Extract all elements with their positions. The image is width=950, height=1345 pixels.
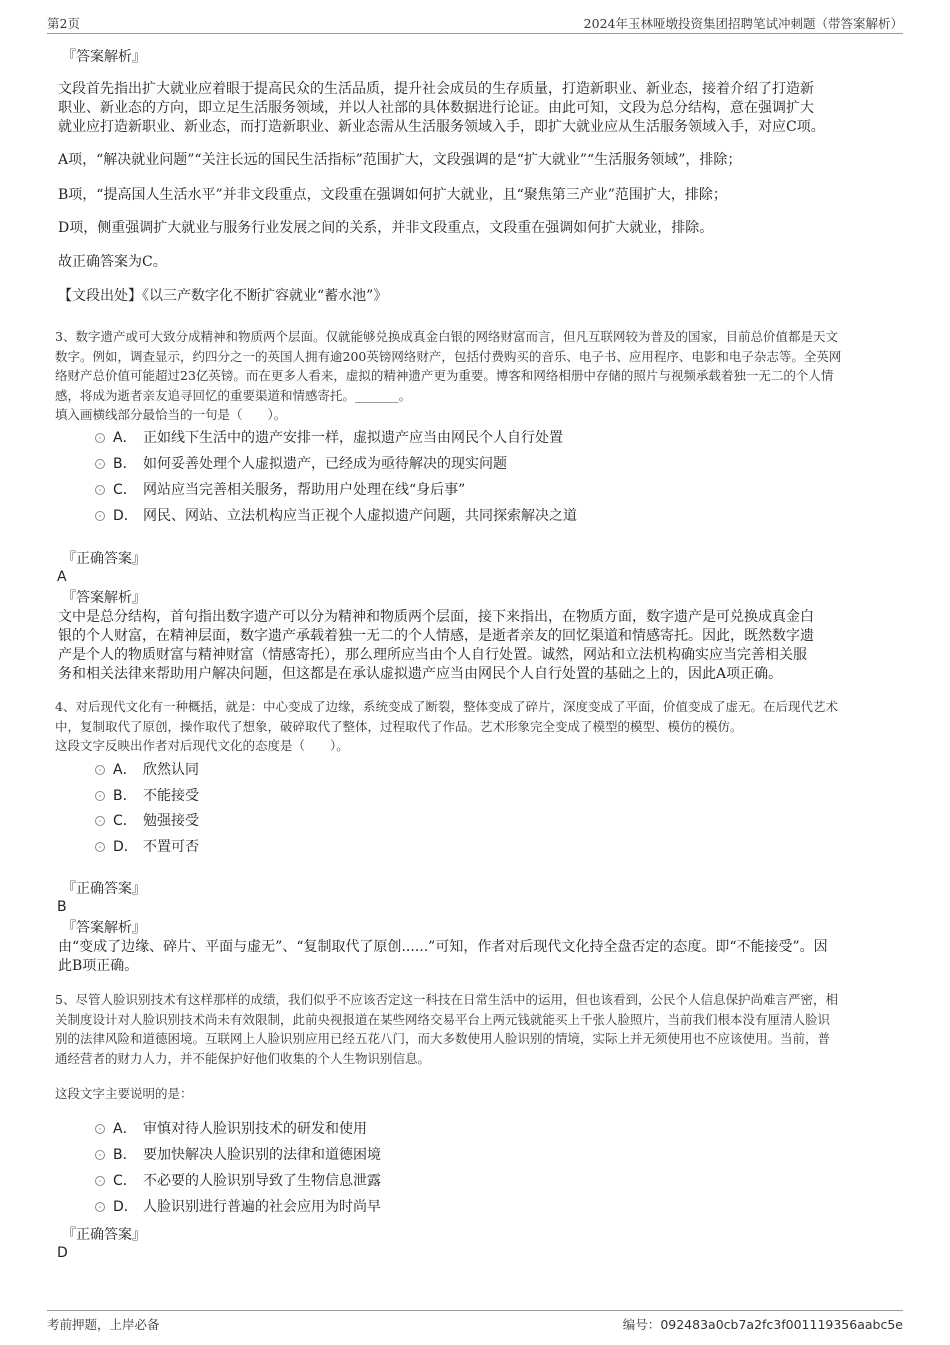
document-code: 编号：092483a0cb7a2fc3f001119356aabc5e [622,1317,903,1332]
q4-option-d[interactable]: D． 不置可否 [95,837,199,857]
q4-option-b[interactable]: B． 不能接受 [95,786,199,806]
q3-option-d[interactable]: D． 网民、网站、立法机构应当正视个人虚拟遗产问题，共同探索解决之道 [95,506,577,526]
radio-icon[interactable] [95,459,105,469]
page-footer [47,1310,903,1334]
q5-option-a[interactable]: A． 审慎对待人脸识别技术的研发和使用 [95,1119,367,1139]
radio-icon[interactable] [95,1176,105,1186]
q3-analysis-line: 银的个人财富，在精神层面，数字遗产承载着独一无二的个人情感，是逝者亲友的回忆渠道和情感寄托。因此，既然数字遗 [58,628,814,644]
page-header [47,12,903,34]
footer-slogan: 考前押题，上岸必备 [47,1317,160,1332]
radio-icon[interactable] [95,842,105,852]
q5-option-c[interactable]: C． 不必要的人脸识别导致了生物信息泄露 [95,1171,381,1191]
q3-stem-line: 3、数字遗产或可大致分成精神和物质两个层面。仅就能够兑换成真金白银的网络财富而言，但凡互联网较为普及的国家，目前总价值都是天文 [55,329,838,344]
radio-icon[interactable] [95,485,105,495]
q2-option-a-note: A项，“解决就业问题”“关注长远的国民生活指标”范围扩大，文段强调的是“扩大就业”“生活服务领域”，排除； [58,152,742,168]
q2-option-b-note: B项，“提高国人生活水平”并非文段重点，文段重在强调如何扩大就业，且“聚焦第三产业”范围扩大，排除； [58,187,727,203]
q2-source: 【文段出处】《以三产数字化不断扩容就业“蓄水池”》 [58,288,388,304]
q3-answer: A [57,569,67,585]
q3-stem [55,327,905,425]
q2-analysis-label: 『答案解析』 [62,49,146,65]
q5-stem-line: 关制度设计对人脸识别技术尚未有效限制，此前央视报道在某些网络交易平台上两元钱就能买上千张人脸照片，当前我们根本没有厘清人脸识 [55,1011,831,1027]
q5-answer: D [57,1245,68,1261]
q4-answer: B [57,899,67,915]
q3-analysis-line: 务和相关法律来帮助用户解决问题，但这都是在承认虚拟遗产应当由网民个人自行处置的基础之上的，因此A项正确。 [58,666,783,682]
q4-option-a[interactable]: A． 欣然认同 [95,760,199,780]
q4-analysis-line: 此B项正确。 [58,958,139,974]
radio-icon[interactable] [95,511,105,521]
radio-icon[interactable] [95,765,105,775]
q3-stem-line: 数字。例如，调查显示，约四分之一的英国人拥有逾200英镑网络财产，包括付费购买的音乐、电子书、应用程序、电影和电子杂志等。全英网 [55,348,842,364]
page-number: 第2页 [47,16,80,31]
q5-stem-line: 别的法律风险和道德困境。互联网上人脸识别应用已经五花八门，而大多数使用人脸识别的情境，实际上并无须使用也不应该使用。当前，普 [55,1031,831,1046]
q3-option-b[interactable]: B． 如何妥善处理个人虚拟遗产，已经成为亟待解决的现实问题 [95,454,507,474]
q4-stem-line: 这段文字反映出作者对后现代文化的态度是（ ）。 [55,738,349,753]
radio-icon[interactable] [95,433,105,443]
q3-option-a[interactable]: A． 正如线下生活中的遗产安排一样，虚拟遗产应当由网民个人自行处置 [95,428,563,448]
q5-stem-line: 通经营者的财力人力，并不能保护好他们收集的个人生物识别信息。 [55,1050,431,1066]
q4-stem [55,697,905,756]
document-title: 2024年玉林哑墩投资集团招聘笔试冲刺题（带答案解析） [583,16,903,31]
q3-analysis-label: 『答案解析』 [62,590,146,606]
radio-icon[interactable] [95,1150,105,1160]
radio-icon[interactable] [95,791,105,801]
q3-option-c[interactable]: C． 网站应当完善相关服务，帮助用户处理在线“身后事” [95,480,465,500]
q2-analysis-line: 职业、新业态的方向，即立足生活服务领域，并以人社部的具体数据进行论证。由此可知，文段为总分结构，意在强调扩大 [58,100,814,116]
q3-analysis-line: 文中是总分结构，首句指出数字遗产可以分为精神和物质两个层面，接下来指出，在物质方面，数字遗产是可兑换成真金白 [58,609,814,625]
q4-analysis [58,938,898,976]
radio-icon[interactable] [95,1202,105,1212]
radio-icon[interactable] [95,1124,105,1134]
q5-option-b[interactable]: B． 要加快解决人脸识别的法律和道德困境 [95,1145,381,1165]
q5-option-d[interactable]: D． 人脸识别进行普遍的社会应用为时尚早 [95,1197,381,1217]
q4-answer-label: 『正确答案』 [62,881,146,897]
q3-stem-line: 填入画横线部分最恰当的一句是（ ）。 [55,407,287,422]
q3-stem-line: 感，将成为逝者亲友追寻回忆的重要渠道和情感寄托。_______。 [55,387,412,403]
q4-analysis-label: 『答案解析』 [62,920,146,936]
q4-option-c[interactable]: C． 勉强接受 [95,811,199,831]
q3-answer-label: 『正确答案』 [62,551,146,567]
q4-stem-line: 中，复制取代了原创，操作取代了想象，破碎取代了整体，过程取代了作品。艺术形象完全变成了模型的模型、模仿的模仿。 [55,718,743,734]
q2-analysis-line: 就业应打造新职业、新业态，而打造新职业、新业态需从生活服务领域入手，即扩大就业应从生活服务领域入手，对应C项。 [58,119,825,135]
q5-prompt: 这段文字主要说明的是： [55,1086,193,1101]
q2-conclusion: 故正确答案为C。 [58,254,167,270]
q5-answer-label: 『正确答案』 [62,1227,146,1243]
q4-stem-line: 4、对后现代文化有一种概括，就是：中心变成了边缘，系统变成了断裂，整体变成了碎片，深度变成了平面，价值变成了虚无。在后现代艺术 [55,699,838,714]
radio-icon[interactable] [95,816,105,826]
q5-stem-line: 5、尽管人脸识别技术有这样那样的成绩，我们似乎不应该否定这一科技在日常生活中的运用，但也该看到，公民个人信息保护尚难言严密，相 [55,992,838,1007]
q2-analysis [58,80,898,137]
q3-stem-line: 络财产总价值可能超过23亿英镑。而在更多人看来，虚拟的精神遗产更为重要。博客和网络相册中存储的照片与视频承载着独一无二的个人情 [55,368,834,383]
q4-analysis-line: 由“变成了边缘、碎片、平面与虚无”、“复制取代了原创......”可知，作者对后现代文化持全盘否定的态度。即“不能接受”。因 [58,939,828,955]
q2-analysis-line: 文段首先指出扩大就业应着眼于提高民众的生活品质，提升社会成员的生存质量，打造新职业、新业态，接着介绍了打造新 [58,81,814,97]
q3-analysis-line: 产是个人的物质财富与精神财富（情感寄托），那么理所应当由个人自行处置。诚然，网站和立法机构确实应当完善相关服 [58,647,807,663]
q2-option-d-note: D项，侧重强调扩大就业与服务行业发展之间的关系，并非文段重点，文段重在强调如何扩大就业，排除。 [58,220,714,236]
q3-analysis [58,608,898,684]
q5-stem [55,990,905,1068]
